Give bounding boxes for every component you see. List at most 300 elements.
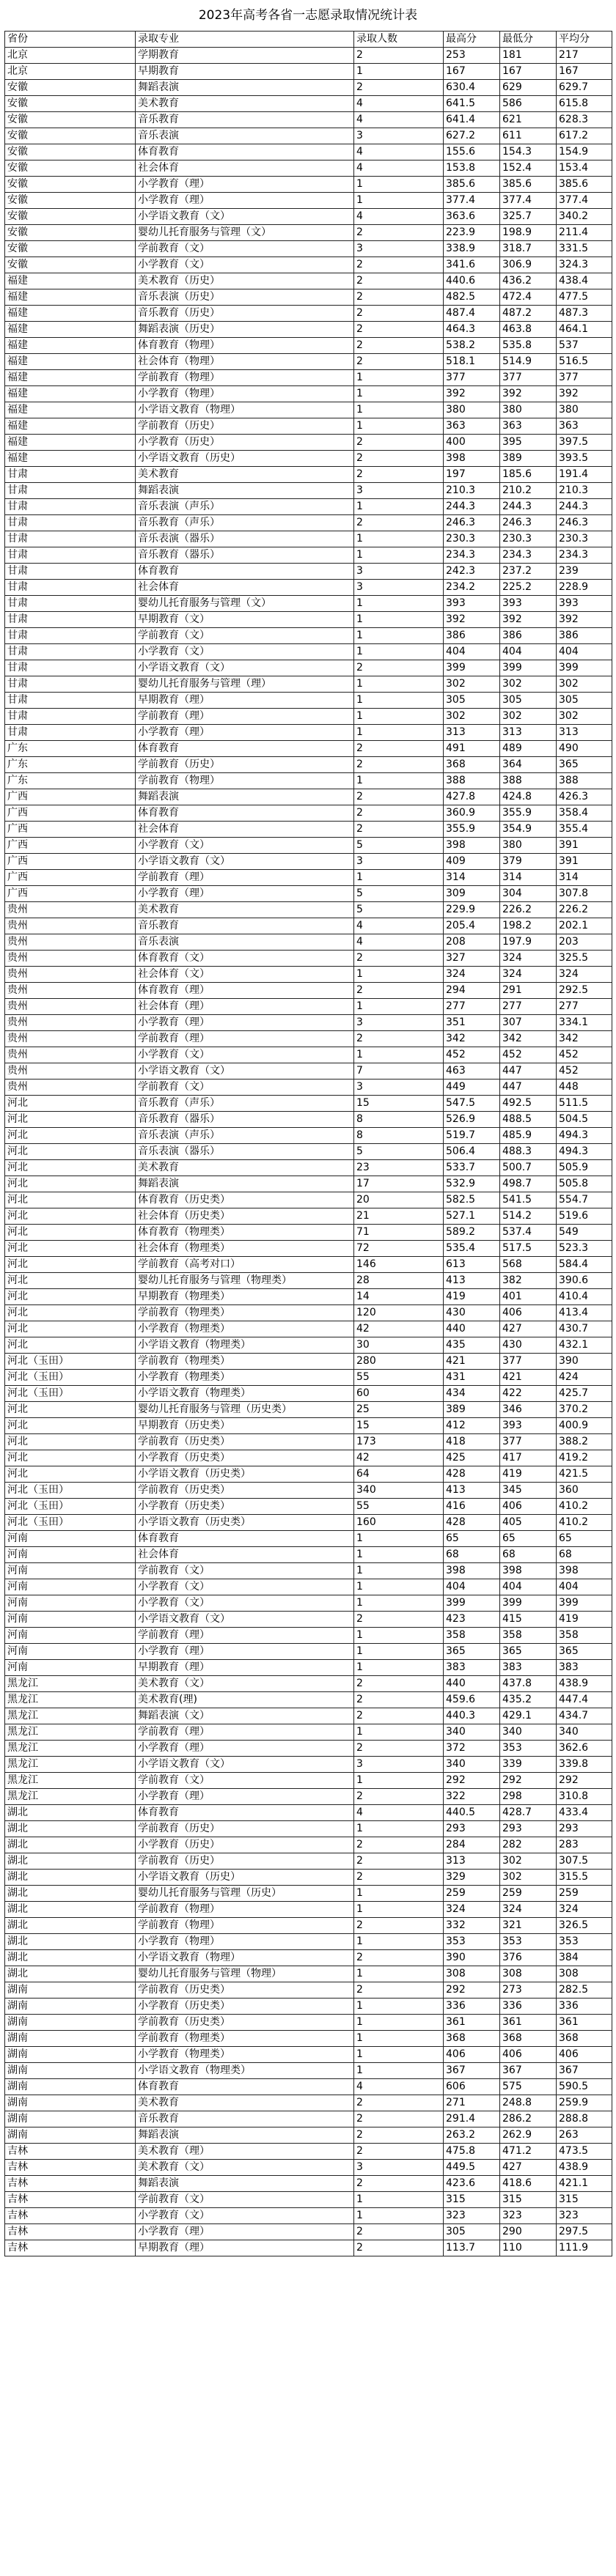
cell-min-score: 302 bbox=[500, 709, 557, 725]
cell-max-score: 533.7 bbox=[444, 1160, 500, 1176]
cell-major: 音乐教育（声乐） bbox=[136, 515, 354, 531]
cell-province: 广东 bbox=[5, 757, 136, 773]
cell-major: 小学语文教育（物理类） bbox=[136, 1337, 354, 1354]
cell-max-score: 589.2 bbox=[444, 1225, 500, 1241]
cell-avg-score: 448 bbox=[557, 1080, 612, 1096]
cell-max-score: 392 bbox=[444, 612, 500, 628]
table-row bbox=[5, 1821, 612, 1837]
cell-count: 3 bbox=[354, 2160, 444, 2176]
cell-count: 2 bbox=[354, 1676, 444, 1692]
cell-min-score: 259 bbox=[500, 1886, 557, 1902]
cell-count: 340 bbox=[354, 1483, 444, 1499]
cell-count: 3 bbox=[354, 128, 444, 144]
cell-avg-score: 305 bbox=[557, 693, 612, 709]
cell-max-score: 113.7 bbox=[444, 2240, 500, 2256]
cell-major: 小学教育（物理类） bbox=[136, 2047, 354, 2063]
cell-min-score: 306.9 bbox=[500, 257, 557, 273]
cell-avg-score: 203 bbox=[557, 934, 612, 951]
cell-major: 小学语文教育（历史类） bbox=[136, 1515, 354, 1531]
cell-avg-score: 283 bbox=[557, 1837, 612, 1853]
cell-major: 社会体育 bbox=[136, 822, 354, 838]
table-row bbox=[5, 951, 612, 967]
cell-max-score: 327 bbox=[444, 951, 500, 967]
cell-major: 学前教育（文） bbox=[136, 241, 354, 257]
cell-avg-score: 153.4 bbox=[557, 160, 612, 177]
cell-province: 河南 bbox=[5, 1547, 136, 1563]
cell-min-score: 404 bbox=[500, 644, 557, 660]
cell-max-score: 229.9 bbox=[444, 902, 500, 918]
cell-count: 2 bbox=[354, 289, 444, 306]
cell-min-score: 197.9 bbox=[500, 934, 557, 951]
table-row bbox=[5, 193, 612, 209]
cell-max-score: 613 bbox=[444, 1257, 500, 1273]
cell-avg-score: 211.4 bbox=[557, 225, 612, 241]
cell-min-score: 290 bbox=[500, 2224, 557, 2240]
cell-major: 小学语文教育（物理类） bbox=[136, 1386, 354, 1402]
cell-max-score: 234.3 bbox=[444, 547, 500, 564]
cell-avg-score: 297.5 bbox=[557, 2224, 612, 2240]
cell-major: 学前教育（物理类） bbox=[136, 2031, 354, 2047]
cell-count: 1 bbox=[354, 1047, 444, 1063]
cell-count: 160 bbox=[354, 1515, 444, 1531]
cell-min-score: 324 bbox=[500, 1902, 557, 1918]
cell-major: 小学教育（文） bbox=[136, 1047, 354, 1063]
table-row bbox=[5, 709, 612, 725]
table-row bbox=[5, 1853, 612, 1870]
cell-count: 72 bbox=[354, 1241, 444, 1257]
cell-province: 河北 bbox=[5, 1402, 136, 1418]
cell-count: 1 bbox=[354, 2063, 444, 2079]
cell-province: 贵州 bbox=[5, 1047, 136, 1063]
cell-province: 河北 bbox=[5, 1289, 136, 1305]
cell-avg-score: 425.7 bbox=[557, 1386, 612, 1402]
cell-max-score: 368 bbox=[444, 2031, 500, 2047]
cell-count: 15 bbox=[354, 1418, 444, 1434]
cell-avg-score: 358.4 bbox=[557, 805, 612, 822]
cell-max-score: 223.9 bbox=[444, 225, 500, 241]
cell-avg-score: 519.6 bbox=[557, 1208, 612, 1225]
header-max-score: 最高分 bbox=[444, 32, 500, 48]
cell-min-score: 421 bbox=[500, 1370, 557, 1386]
cell-min-score: 325.7 bbox=[500, 209, 557, 225]
cell-min-score: 353 bbox=[500, 1934, 557, 1950]
table-row bbox=[5, 499, 612, 515]
cell-max-score: 398 bbox=[444, 451, 500, 467]
cell-major: 学前教育（物理） bbox=[136, 1902, 354, 1918]
cell-count: 2 bbox=[354, 1918, 444, 1934]
cell-count: 2 bbox=[354, 1853, 444, 1870]
cell-max-score: 390 bbox=[444, 1950, 500, 1966]
cell-province: 河北 bbox=[5, 1241, 136, 1257]
cell-avg-score: 398 bbox=[557, 1563, 612, 1579]
cell-min-score: 398 bbox=[500, 1563, 557, 1579]
table-row bbox=[5, 1708, 612, 1724]
cell-avg-score: 167 bbox=[557, 64, 612, 80]
cell-avg-score: 523.3 bbox=[557, 1241, 612, 1257]
cell-min-score: 346 bbox=[500, 1402, 557, 1418]
cell-avg-score: 277 bbox=[557, 999, 612, 1015]
table-row bbox=[5, 1337, 612, 1354]
cell-min-score: 568 bbox=[500, 1257, 557, 1273]
cell-province: 河北 bbox=[5, 1337, 136, 1354]
cell-avg-score: 326.5 bbox=[557, 1918, 612, 1934]
table-row bbox=[5, 2192, 612, 2208]
cell-count: 1 bbox=[354, 967, 444, 983]
cell-major: 婴幼儿托育服务与管理（文） bbox=[136, 596, 354, 612]
cell-count: 1 bbox=[354, 773, 444, 789]
cell-major: 社会体育 bbox=[136, 1547, 354, 1563]
cell-major: 美术教育 bbox=[136, 1160, 354, 1176]
cell-major: 学前教育（历史） bbox=[136, 1821, 354, 1837]
cell-min-score: 537.4 bbox=[500, 1225, 557, 1241]
cell-province: 甘肃 bbox=[5, 467, 136, 483]
table-row bbox=[5, 1837, 612, 1853]
cell-major: 小学教育（理） bbox=[136, 725, 354, 741]
cell-province: 安徽 bbox=[5, 177, 136, 193]
cell-avg-score: 477.5 bbox=[557, 289, 612, 306]
cell-max-score: 449.5 bbox=[444, 2160, 500, 2176]
table-row bbox=[5, 2063, 612, 2079]
cell-avg-score: 383 bbox=[557, 1660, 612, 1676]
cell-min-score: 248.8 bbox=[500, 2095, 557, 2111]
cell-province: 甘肃 bbox=[5, 612, 136, 628]
cell-province: 湖南 bbox=[5, 2111, 136, 2127]
cell-count: 1 bbox=[354, 1821, 444, 1837]
cell-count: 60 bbox=[354, 1386, 444, 1402]
cell-count: 1 bbox=[354, 386, 444, 402]
cell-major: 体育教育 bbox=[136, 2079, 354, 2095]
cell-max-score: 404 bbox=[444, 1579, 500, 1595]
table-row bbox=[5, 1789, 612, 1805]
cell-min-score: 452 bbox=[500, 1047, 557, 1063]
table-row bbox=[5, 1289, 612, 1305]
cell-min-score: 406 bbox=[500, 1499, 557, 1515]
cell-max-score: 459.6 bbox=[444, 1692, 500, 1708]
table-row bbox=[5, 741, 612, 757]
table-row bbox=[5, 1870, 612, 1886]
cell-major: 舞蹈表演 bbox=[136, 2127, 354, 2144]
cell-count: 1 bbox=[354, 1724, 444, 1741]
cell-min-score: 393 bbox=[500, 1418, 557, 1434]
cell-major: 小学语文教育（物理类） bbox=[136, 2063, 354, 2079]
cell-max-score: 388 bbox=[444, 773, 500, 789]
cell-avg-score: 202.1 bbox=[557, 918, 612, 934]
cell-min-score: 154.3 bbox=[500, 144, 557, 160]
cell-province: 河北 bbox=[5, 1225, 136, 1241]
cell-province: 湖北 bbox=[5, 1950, 136, 1966]
cell-count: 1 bbox=[354, 1660, 444, 1676]
cell-avg-score: 400.9 bbox=[557, 1418, 612, 1434]
cell-avg-score: 419 bbox=[557, 1612, 612, 1628]
table-row bbox=[5, 338, 612, 354]
cell-province: 河南 bbox=[5, 1579, 136, 1595]
cell-min-score: 377 bbox=[500, 370, 557, 386]
cell-avg-score: 292.5 bbox=[557, 983, 612, 999]
cell-major: 小学教育（历史） bbox=[136, 1837, 354, 1853]
cell-min-score: 282 bbox=[500, 1837, 557, 1853]
cell-count: 2 bbox=[354, 789, 444, 805]
cell-avg-score: 464.1 bbox=[557, 322, 612, 338]
cell-province: 吉林 bbox=[5, 2224, 136, 2240]
cell-major: 音乐教育 bbox=[136, 2111, 354, 2127]
cell-province: 福建 bbox=[5, 338, 136, 354]
cell-major: 婴幼儿托育服务与管理（理） bbox=[136, 676, 354, 693]
cell-major: 小学教育（理） bbox=[136, 1789, 354, 1805]
cell-max-score: 440.5 bbox=[444, 1805, 500, 1821]
cell-count: 2 bbox=[354, 951, 444, 967]
cell-major: 早期教育（理） bbox=[136, 693, 354, 709]
cell-avg-score: 217 bbox=[557, 48, 612, 64]
cell-major: 学前教育（物理类） bbox=[136, 1354, 354, 1370]
cell-province: 湖北 bbox=[5, 1837, 136, 1853]
table-row bbox=[5, 241, 612, 257]
table-row bbox=[5, 757, 612, 773]
cell-major: 音乐表演（器乐） bbox=[136, 1144, 354, 1160]
cell-count: 1 bbox=[354, 612, 444, 628]
table-row bbox=[5, 2127, 612, 2144]
cell-max-score: 393 bbox=[444, 596, 500, 612]
cell-avg-score: 307.8 bbox=[557, 886, 612, 902]
cell-max-score: 425 bbox=[444, 1450, 500, 1466]
cell-count: 1 bbox=[354, 1595, 444, 1612]
table-row bbox=[5, 1563, 612, 1579]
cell-max-score: 292 bbox=[444, 1773, 500, 1789]
cell-max-score: 351 bbox=[444, 1015, 500, 1031]
cell-major: 婴幼儿托育服务与管理（文） bbox=[136, 225, 354, 241]
cell-min-score: 472.4 bbox=[500, 289, 557, 306]
cell-major: 小学语文教育（文） bbox=[136, 209, 354, 225]
cell-major: 婴幼儿托育服务与管理（物理类） bbox=[136, 1273, 354, 1289]
cell-count: 173 bbox=[354, 1434, 444, 1450]
cell-province: 安徽 bbox=[5, 193, 136, 209]
cell-min-score: 485.9 bbox=[500, 1128, 557, 1144]
cell-major: 体育教育 bbox=[136, 741, 354, 757]
cell-major: 早期教育（理） bbox=[136, 2240, 354, 2256]
cell-min-score: 262.9 bbox=[500, 2127, 557, 2144]
cell-province: 黑龙江 bbox=[5, 1692, 136, 1708]
cell-province: 广西 bbox=[5, 822, 136, 838]
cell-major: 舞蹈表演（历史） bbox=[136, 322, 354, 338]
cell-min-score: 342 bbox=[500, 1031, 557, 1047]
cell-max-score: 210.3 bbox=[444, 483, 500, 499]
cell-avg-score: 393.5 bbox=[557, 451, 612, 467]
cell-count: 1 bbox=[354, 370, 444, 386]
cell-avg-score: 234.3 bbox=[557, 547, 612, 564]
table-row bbox=[5, 1966, 612, 1982]
cell-province: 安徽 bbox=[5, 241, 136, 257]
cell-max-score: 309 bbox=[444, 886, 500, 902]
cell-avg-score: 154.9 bbox=[557, 144, 612, 160]
table-row bbox=[5, 934, 612, 951]
cell-major: 美术教育（理） bbox=[136, 2144, 354, 2160]
cell-avg-score: 504.5 bbox=[557, 1112, 612, 1128]
cell-major: 音乐表演 bbox=[136, 128, 354, 144]
cell-province: 甘肃 bbox=[5, 580, 136, 596]
cell-major: 学期教育 bbox=[136, 48, 354, 64]
cell-major: 小学教育（文） bbox=[136, 644, 354, 660]
table-row bbox=[5, 580, 612, 596]
table-row bbox=[5, 1418, 612, 1434]
cell-count: 2 bbox=[354, 354, 444, 370]
cell-max-score: 305 bbox=[444, 2224, 500, 2240]
cell-province: 河南 bbox=[5, 1563, 136, 1579]
cell-province: 安徽 bbox=[5, 209, 136, 225]
cell-province: 吉林 bbox=[5, 2160, 136, 2176]
cell-province: 贵州 bbox=[5, 1031, 136, 1047]
cell-min-score: 418.6 bbox=[500, 2176, 557, 2192]
cell-max-score: 385.6 bbox=[444, 177, 500, 193]
cell-avg-score: 421.5 bbox=[557, 1466, 612, 1483]
cell-count: 1 bbox=[354, 1628, 444, 1644]
cell-max-score: 434 bbox=[444, 1386, 500, 1402]
cell-major: 美术教育 bbox=[136, 902, 354, 918]
cell-count: 2 bbox=[354, 805, 444, 822]
table-row bbox=[5, 1886, 612, 1902]
table-row bbox=[5, 1144, 612, 1160]
cell-province: 广东 bbox=[5, 741, 136, 757]
header-min-score: 最低分 bbox=[500, 32, 557, 48]
cell-max-score: 399 bbox=[444, 1595, 500, 1612]
cell-major: 小学教育（物理类） bbox=[136, 1321, 354, 1337]
table-row bbox=[5, 1982, 612, 1999]
cell-max-score: 355.9 bbox=[444, 822, 500, 838]
cell-province: 湖北 bbox=[5, 1805, 136, 1821]
table-row bbox=[5, 1128, 612, 1144]
cell-max-score: 440.3 bbox=[444, 1708, 500, 1724]
cell-count: 3 bbox=[354, 241, 444, 257]
cell-max-score: 435 bbox=[444, 1337, 500, 1354]
cell-max-score: 271 bbox=[444, 2095, 500, 2111]
cell-major: 小学语文教育（文） bbox=[136, 854, 354, 870]
cell-max-score: 409 bbox=[444, 854, 500, 870]
cell-avg-score: 282.5 bbox=[557, 1982, 612, 1999]
cell-min-score: 313 bbox=[500, 725, 557, 741]
cell-count: 1 bbox=[354, 2208, 444, 2224]
cell-province: 福建 bbox=[5, 273, 136, 289]
table-row bbox=[5, 822, 612, 838]
cell-min-score: 488.5 bbox=[500, 1112, 557, 1128]
cell-max-score: 526.9 bbox=[444, 1112, 500, 1128]
cell-min-score: 315 bbox=[500, 2192, 557, 2208]
cell-major: 舞蹈表演（文） bbox=[136, 1708, 354, 1724]
cell-min-score: 382 bbox=[500, 1273, 557, 1289]
cell-avg-score: 325.5 bbox=[557, 951, 612, 967]
cell-min-score: 230.3 bbox=[500, 531, 557, 547]
cell-max-score: 367 bbox=[444, 2063, 500, 2079]
cell-province: 甘肃 bbox=[5, 547, 136, 564]
cell-count: 2 bbox=[354, 1950, 444, 1966]
cell-major: 社会体育（物理） bbox=[136, 354, 354, 370]
cell-min-score: 383 bbox=[500, 1660, 557, 1676]
cell-major: 舞蹈表演 bbox=[136, 2176, 354, 2192]
cell-count: 1 bbox=[354, 1886, 444, 1902]
cell-avg-score: 494.3 bbox=[557, 1144, 612, 1160]
cell-avg-score: 353 bbox=[557, 1934, 612, 1950]
cell-province: 贵州 bbox=[5, 902, 136, 918]
cell-count: 3 bbox=[354, 564, 444, 580]
cell-province: 湖南 bbox=[5, 2079, 136, 2095]
cell-province: 北京 bbox=[5, 48, 136, 64]
cell-major: 小学教育（历史类） bbox=[136, 1999, 354, 2015]
table-row bbox=[5, 596, 612, 612]
cell-avg-score: 473.5 bbox=[557, 2144, 612, 2160]
table-row bbox=[5, 1773, 612, 1789]
cell-province: 吉林 bbox=[5, 2208, 136, 2224]
cell-max-score: 234.2 bbox=[444, 580, 500, 596]
cell-major: 音乐教育 bbox=[136, 112, 354, 128]
cell-max-score: 527.1 bbox=[444, 1208, 500, 1225]
cell-province: 吉林 bbox=[5, 2240, 136, 2256]
cell-min-score: 273 bbox=[500, 1982, 557, 1999]
cell-major: 体育教育（物理类） bbox=[136, 1225, 354, 1241]
cell-province: 甘肃 bbox=[5, 660, 136, 676]
cell-count: 1 bbox=[354, 402, 444, 418]
cell-province: 河南 bbox=[5, 1644, 136, 1660]
cell-avg-score: 426.3 bbox=[557, 789, 612, 805]
cell-min-score: 377 bbox=[500, 1354, 557, 1370]
cell-count: 2 bbox=[354, 2095, 444, 2111]
cell-max-score: 361 bbox=[444, 2015, 500, 2031]
cell-count: 1 bbox=[354, 531, 444, 547]
cell-major: 早期教育 bbox=[136, 64, 354, 80]
cell-major: 小学教育（文） bbox=[136, 257, 354, 273]
cell-max-score: 400 bbox=[444, 435, 500, 451]
cell-count: 2 bbox=[354, 515, 444, 531]
cell-avg-score: 410.2 bbox=[557, 1499, 612, 1515]
cell-max-score: 440 bbox=[444, 1321, 500, 1337]
cell-min-score: 415 bbox=[500, 1612, 557, 1628]
cell-province: 安徽 bbox=[5, 96, 136, 112]
table-row bbox=[5, 531, 612, 547]
cell-major: 舞蹈表演 bbox=[136, 789, 354, 805]
table-row bbox=[5, 80, 612, 96]
cell-max-score: 535.4 bbox=[444, 1241, 500, 1257]
cell-max-score: 413 bbox=[444, 1273, 500, 1289]
table-row bbox=[5, 983, 612, 999]
cell-avg-score: 288.8 bbox=[557, 2111, 612, 2127]
table-row bbox=[5, 676, 612, 693]
cell-min-score: 401 bbox=[500, 1289, 557, 1305]
cell-count: 8 bbox=[354, 1128, 444, 1144]
cell-province: 贵州 bbox=[5, 999, 136, 1015]
cell-count: 1 bbox=[354, 177, 444, 193]
cell-province: 贵州 bbox=[5, 983, 136, 999]
cell-count: 4 bbox=[354, 918, 444, 934]
cell-max-score: 324 bbox=[444, 1902, 500, 1918]
cell-count: 4 bbox=[354, 2079, 444, 2095]
cell-province: 湖北 bbox=[5, 1934, 136, 1950]
cell-min-score: 277 bbox=[500, 999, 557, 1015]
cell-avg-score: 244.3 bbox=[557, 499, 612, 515]
cell-avg-score: 433.4 bbox=[557, 1805, 612, 1821]
cell-max-score: 253 bbox=[444, 48, 500, 64]
cell-max-score: 323 bbox=[444, 2208, 500, 2224]
cell-province: 福建 bbox=[5, 306, 136, 322]
cell-max-score: 519.7 bbox=[444, 1128, 500, 1144]
cell-major: 小学语文教育（文） bbox=[136, 1063, 354, 1080]
cell-count: 2 bbox=[354, 435, 444, 451]
cell-avg-score: 358 bbox=[557, 1628, 612, 1644]
cell-max-score: 292 bbox=[444, 1982, 500, 1999]
cell-major: 小学教育（理） bbox=[136, 886, 354, 902]
cell-min-score: 365 bbox=[500, 1644, 557, 1660]
cell-major: 美术教育 bbox=[136, 2095, 354, 2111]
table-row bbox=[5, 273, 612, 289]
table-row bbox=[5, 257, 612, 273]
table-row bbox=[5, 128, 612, 144]
cell-avg-score: 315.5 bbox=[557, 1870, 612, 1886]
cell-count: 1 bbox=[354, 2047, 444, 2063]
